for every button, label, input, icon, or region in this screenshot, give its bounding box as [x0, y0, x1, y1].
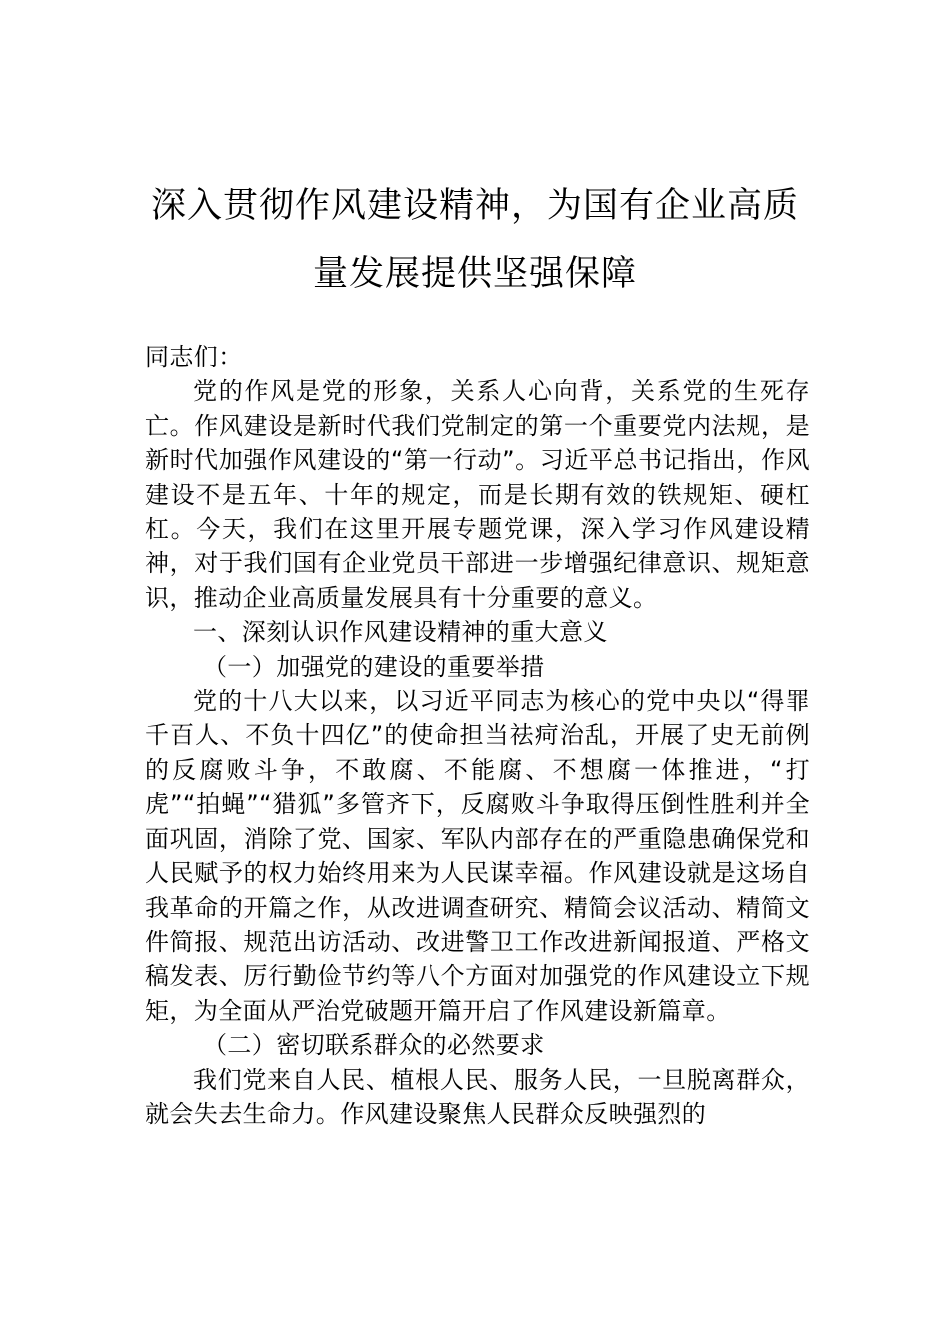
salutation: 同志们：: [145, 343, 243, 371]
body-paragraph: 党的十八大以来，以习近平同志为核心的党中央以“得罪千百人、不负十四亿”的使命担当祛疴治乱，开展了史无前例的反腐败斗争，不敢腐、不能腐、不想腐一体推进，“打虎”“拍蝇”“猎狐”多管齐下，反腐败斗争取得压倒性胜利并全面巩固，消除了党、国家、军队内部存在的严重隐患确保党和人民赋予的权力始终用来为人民谋幸福。作风建设就是这场自我革命的开篇之作，从改进调查研究、精简会议活动、精简文件简报、规范出访活动、改进警卫工作改进新闻报道、严格文稿发表、厉行勤俭节约等八个方面对加强党的作风建设立下规矩，为全面从严治党破题开篇开启了作风建设新篇章。: [145, 687, 810, 1025]
section-heading: 一、深刻认识作风建设精神的重大意义: [193, 618, 608, 647]
document-body: [145, 340, 810, 1131]
subsection-heading: （一）加强党的建设的重要举措: [203, 652, 545, 681]
subsection-heading: （二）密切联系群众的必然要求: [203, 1031, 545, 1060]
document-title-line-2: 量发展提供坚强保障: [312, 254, 637, 294]
body-paragraph: 我们党来自人民、植根人民、服务人民，一旦脱离群众，就会失去生命力。作风建设聚焦人民群众反映强烈的: [145, 1065, 810, 1128]
document-title-line-1: 深入贯彻作风建设精神，为国有企业高质: [150, 186, 799, 226]
body-paragraph: 党的作风是党的形象，关系人心向背，关系党的生死存亡。作风建设是新时代我们党制定的第一个重要党内法规，是新时代加强作风建设的“第一行动”。习近平总书记指出，作风建设不是五年、十年的规定，而是长期有效的铁规矩、硬杠杠。今天，我们在这里开展专题党课，深入学习作风建设精神，对于我们国有企业党员干部进一步增强纪律意识、规矩意识，推动企业高质量发展具有十分重要的意义。: [145, 377, 810, 612]
